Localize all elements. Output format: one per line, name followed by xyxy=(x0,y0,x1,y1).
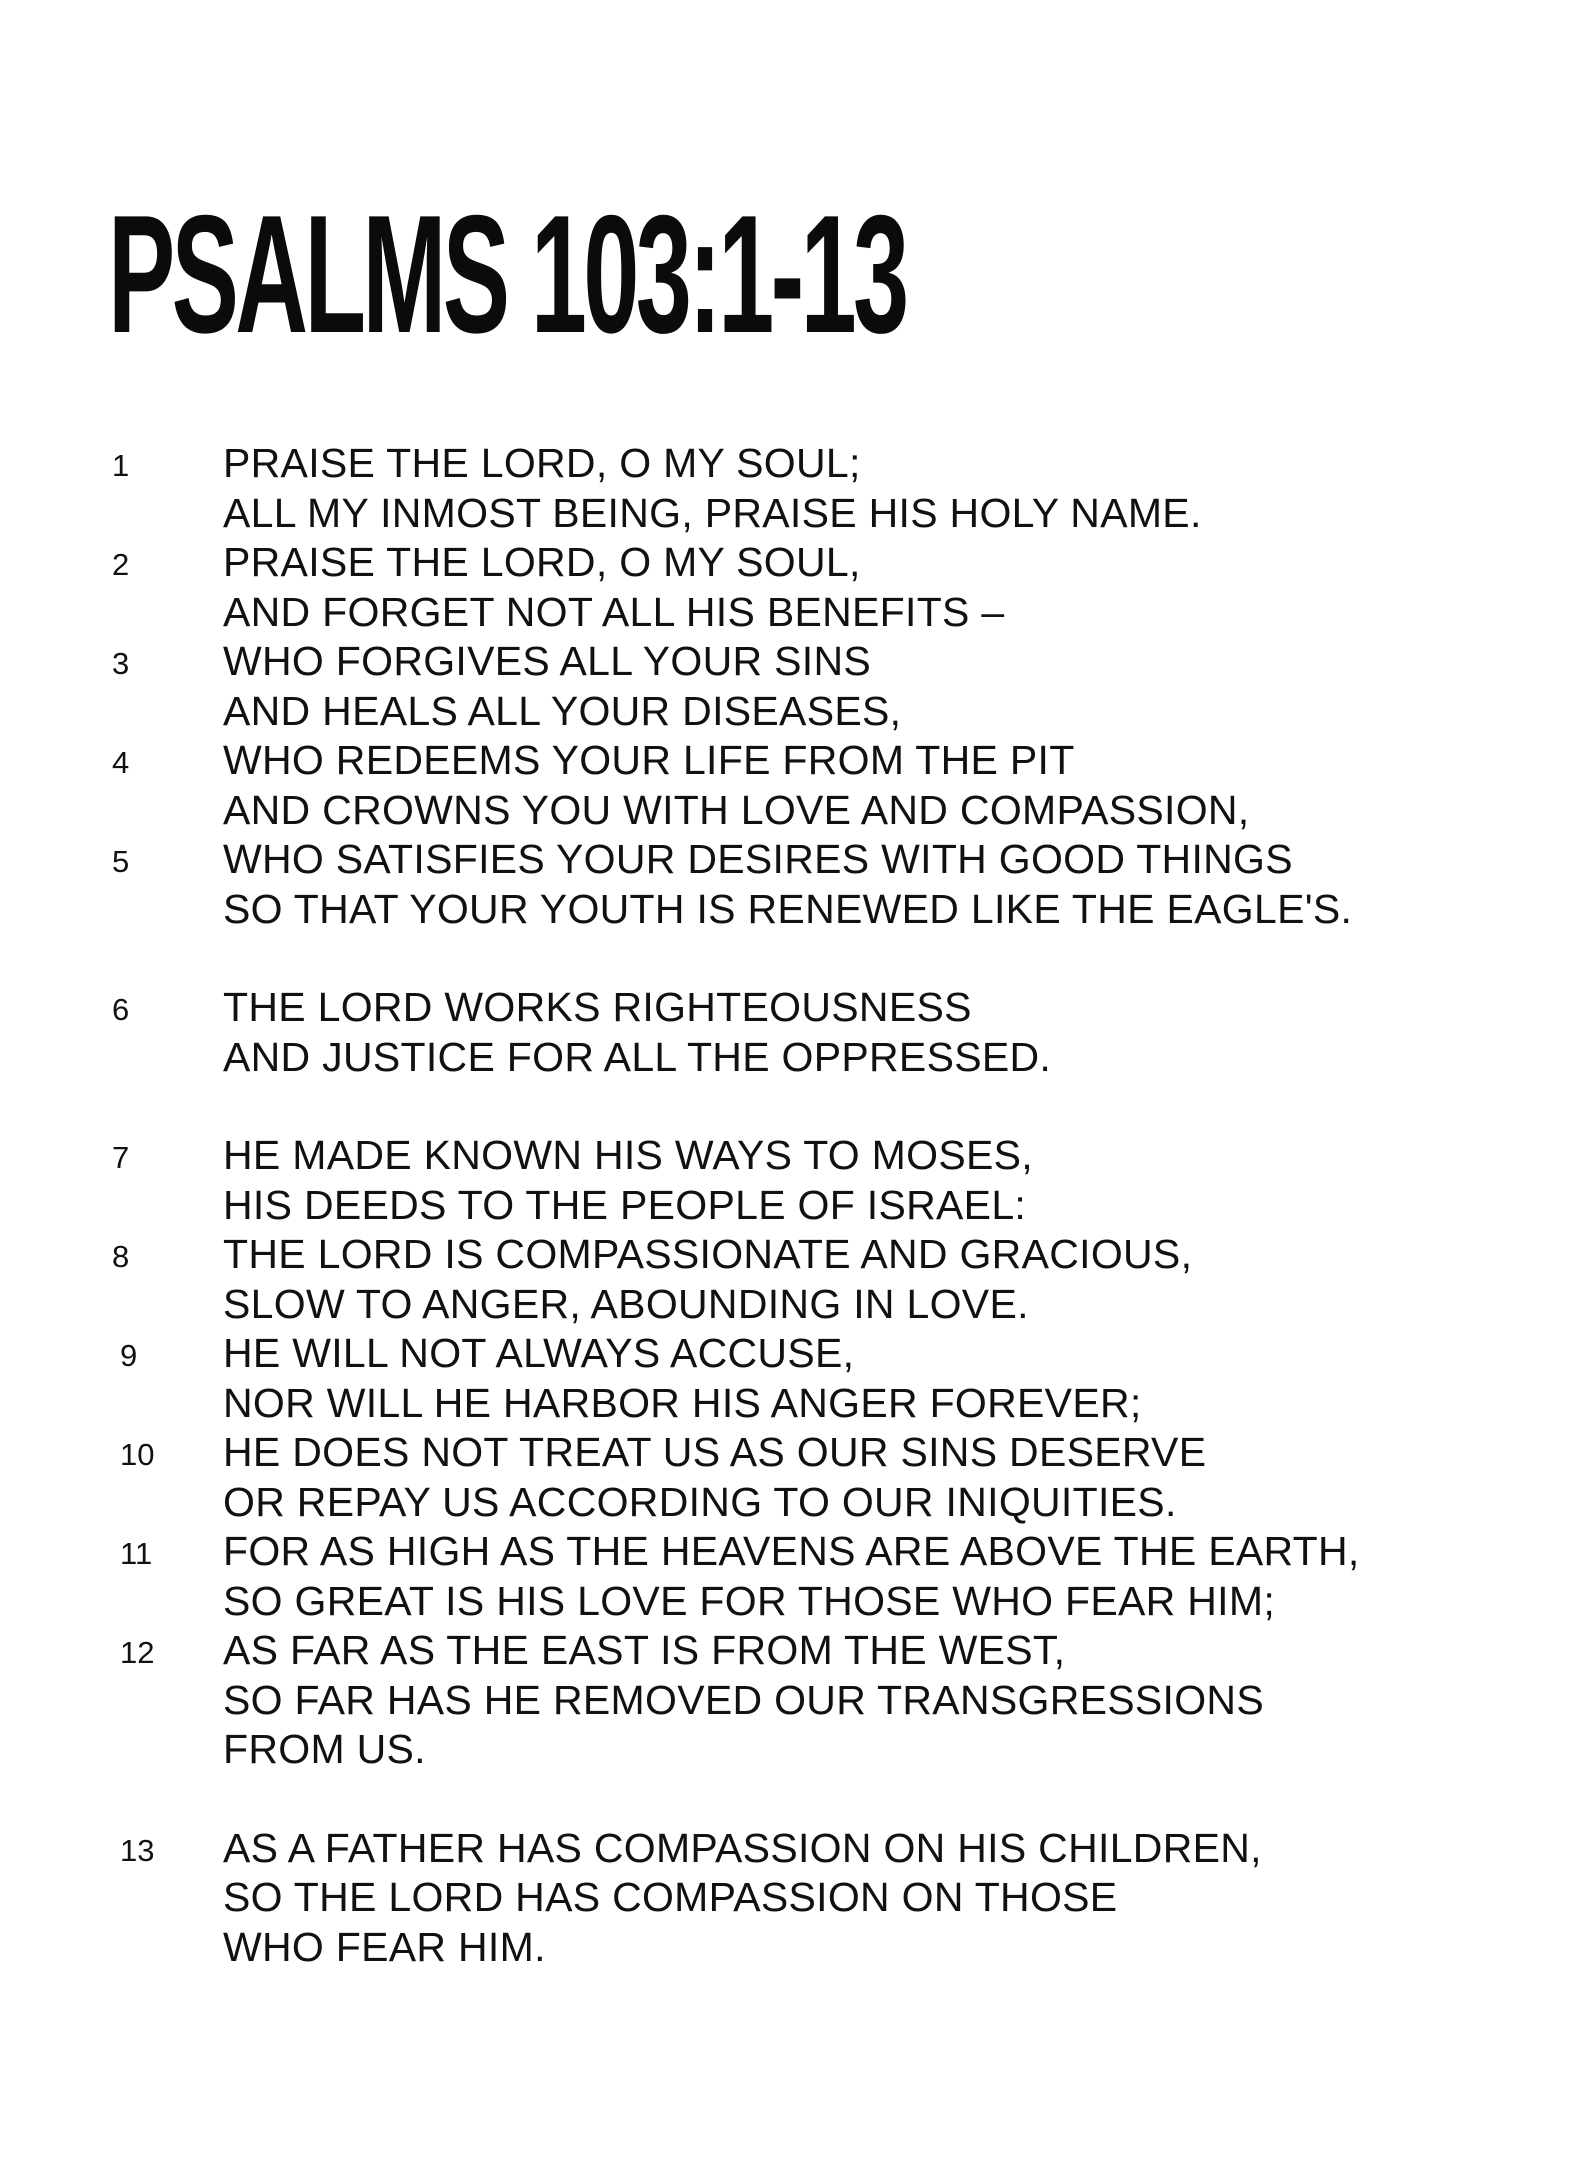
verse-number: 8 xyxy=(112,1239,130,1274)
verse-line: WHO FEAR HIM. xyxy=(223,1923,546,1970)
verse-line: SO THAT YOUR YOUTH IS RENEWED LIKE THE EAGLE'S. xyxy=(223,885,1353,932)
verse-list xyxy=(0,439,1575,1972)
verse-8 xyxy=(0,1230,1575,1329)
verse-number: 2 xyxy=(112,547,130,582)
page-title: PSALMS 103:1-13 xyxy=(108,180,906,368)
verse-number: 10 xyxy=(120,1437,155,1472)
verse-number: 3 xyxy=(112,646,130,681)
verse-line: SLOW TO ANGER, ABOUNDING IN LOVE. xyxy=(223,1280,1029,1327)
verse-line: ALL MY INMOST BEING, PRAISE HIS HOLY NAME. xyxy=(223,489,1202,536)
verse-number: 5 xyxy=(112,844,130,879)
verse-line: AS A FATHER HAS COMPASSION ON HIS CHILDREN, xyxy=(223,1824,1262,1871)
verse-number: 6 xyxy=(112,992,130,1027)
verse-line: HE WILL NOT ALWAYS ACCUSE, xyxy=(223,1330,855,1376)
verse-line: HE DOES NOT TREAT US AS OUR SINS DESERVE xyxy=(223,1429,1207,1475)
verse-line: WHO REDEEMS YOUR LIFE FROM THE PIT xyxy=(223,737,1075,783)
verse-line: PRAISE THE LORD, O MY SOUL; xyxy=(223,440,861,486)
verse-line: AND CROWNS YOU WITH LOVE AND COMPASSION, xyxy=(223,786,1250,833)
verse-3 xyxy=(0,637,1575,736)
verse-line: SO GREAT IS HIS LOVE FOR THOSE WHO FEAR HIM; xyxy=(223,1577,1276,1624)
verse-line: FOR AS HIGH AS THE HEAVENS ARE ABOVE THE EARTH, xyxy=(223,1528,1360,1574)
verse-number: 11 xyxy=(120,1536,153,1571)
verse-12 xyxy=(0,1626,1575,1775)
verse-number: 7 xyxy=(112,1140,130,1175)
verse-line: SO FAR HAS HE REMOVED OUR TRANSGRESSIONS xyxy=(223,1676,1264,1723)
verse-line: FROM US. xyxy=(223,1726,426,1772)
verse-line: HIS DEEDS TO THE PEOPLE OF ISRAEL: xyxy=(223,1181,1027,1228)
verse-number: 1 xyxy=(112,448,130,483)
verse-13 xyxy=(0,1824,1575,1973)
verse-line: WHO FORGIVES ALL YOUR SINS xyxy=(223,638,872,684)
verse-line: AS FAR AS THE EAST IS FROM THE WEST, xyxy=(223,1627,1066,1673)
verse-number: 9 xyxy=(120,1338,138,1373)
verse-7 xyxy=(0,1131,1575,1230)
verse-line: THE LORD WORKS RIGHTEOUSNESS xyxy=(223,984,972,1030)
verse-4 xyxy=(0,736,1575,835)
verse-6 xyxy=(0,983,1575,1082)
verse-2 xyxy=(0,538,1575,637)
verse-number: 12 xyxy=(120,1635,155,1670)
verse-5 xyxy=(0,835,1575,934)
verse-line: NOR WILL HE HARBOR HIS ANGER FOREVER; xyxy=(223,1379,1142,1426)
verse-11 xyxy=(0,1527,1575,1626)
verse-line: HE MADE KNOWN HIS WAYS TO MOSES, xyxy=(223,1132,1033,1178)
verse-line: AND JUSTICE FOR ALL THE OPPRESSED. xyxy=(223,1033,1052,1080)
verse-9 xyxy=(0,1329,1575,1428)
verse-line: THE LORD IS COMPASSIONATE AND GRACIOUS, xyxy=(223,1231,1193,1277)
verse-line: SO THE LORD HAS COMPASSION ON THOSE xyxy=(223,1874,1118,1920)
verse-line: WHO SATISFIES YOUR DESIRES WITH GOOD THINGS xyxy=(223,836,1293,882)
verse-line: OR REPAY US ACCORDING TO OUR INIQUITIES. xyxy=(223,1478,1177,1525)
verse-line: PRAISE THE LORD, O MY SOUL, xyxy=(223,539,861,585)
verse-number: 13 xyxy=(120,1832,155,1868)
verse-1 xyxy=(0,439,1575,538)
verse-line: AND HEALS ALL YOUR DISEASES, xyxy=(223,687,902,734)
verse-number: 4 xyxy=(112,745,130,780)
verse-10 xyxy=(0,1428,1575,1527)
verse-line: AND FORGET NOT ALL HIS BENEFITS – xyxy=(223,588,1005,635)
